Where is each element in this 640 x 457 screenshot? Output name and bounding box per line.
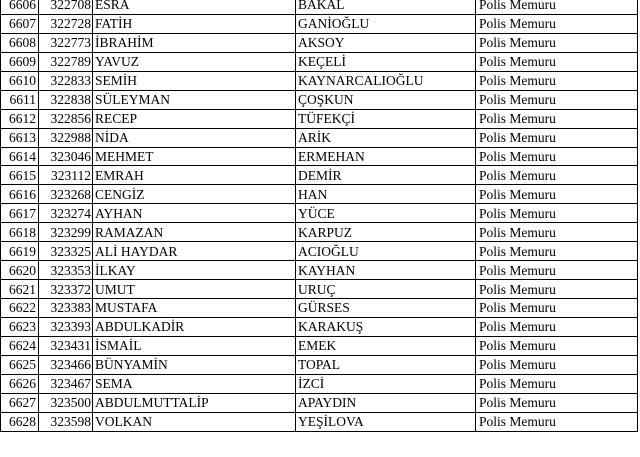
first-name-cell: MEHMET (93, 147, 296, 166)
table-row (1, 336, 638, 355)
registry-number-cell: 322789 (39, 52, 93, 71)
table-row (1, 280, 638, 299)
row-number-cell: 6625 (1, 355, 39, 374)
last-name-cell: YEŞİLOVA (296, 412, 476, 431)
row-number-cell: 6612 (1, 109, 39, 128)
last-name-cell: KARAKUŞ (296, 317, 476, 336)
table-row (1, 393, 638, 412)
last-name-cell: TOPAL (296, 355, 476, 374)
last-name-cell: ERMEHAN (296, 147, 476, 166)
first-name-cell: BÜNYAMİN (93, 355, 296, 374)
registry-number-cell: 322728 (39, 14, 93, 33)
table-row (1, 109, 638, 128)
table-row (1, 52, 638, 71)
last-name-cell: URUÇ (296, 280, 476, 299)
first-name-cell: İSMAİL (93, 336, 296, 355)
title-cell: Polis Memuru (476, 204, 638, 223)
table-row (1, 204, 638, 223)
row-number-cell: 6626 (1, 374, 39, 393)
registry-number-cell: 323393 (39, 317, 93, 336)
registry-number-cell: 323274 (39, 204, 93, 223)
table-row (1, 33, 638, 52)
first-name-cell: ABDULMUTTALİP (93, 393, 296, 412)
first-name-cell: SEMİH (93, 71, 296, 90)
first-name-cell: RAMAZAN (93, 223, 296, 242)
title-cell: Polis Memuru (476, 261, 638, 280)
last-name-cell: KARPUZ (296, 223, 476, 242)
first-name-cell: ALİ HAYDAR (93, 242, 296, 261)
row-number-cell: 6615 (1, 166, 39, 185)
table-row (1, 299, 638, 318)
last-name-cell: ARİK (296, 128, 476, 147)
last-name-cell: ACIOĞLU (296, 242, 476, 261)
title-cell: Polis Memuru (476, 185, 638, 204)
last-name-cell: YÜCE (296, 204, 476, 223)
table-row (1, 128, 638, 147)
first-name-cell: NİDA (93, 128, 296, 147)
title-cell: Polis Memuru (476, 355, 638, 374)
registry-number-cell: 323112 (39, 166, 93, 185)
row-number-cell: 6616 (1, 185, 39, 204)
registry-number-cell: 322838 (39, 90, 93, 109)
registry-number-cell: 322988 (39, 128, 93, 147)
last-name-cell: KAYHAN (296, 261, 476, 280)
title-cell: Polis Memuru (476, 147, 638, 166)
table-row (1, 374, 638, 393)
registry-number-cell: 323353 (39, 261, 93, 280)
table-row (1, 185, 638, 204)
title-cell: Polis Memuru (476, 0, 638, 14)
row-number-cell: 6622 (1, 299, 39, 318)
row-number-cell: 6623 (1, 317, 39, 336)
row-number-cell: 6613 (1, 128, 39, 147)
registry-number-cell: 323325 (39, 242, 93, 261)
title-cell: Polis Memuru (476, 128, 638, 147)
last-name-cell: TÜFEKÇİ (296, 109, 476, 128)
registry-number-cell: 323598 (39, 412, 93, 431)
first-name-cell: RECEP (93, 109, 296, 128)
row-number-cell: 6606 (1, 0, 39, 14)
registry-number-cell: 323466 (39, 355, 93, 374)
row-number-cell: 6624 (1, 336, 39, 355)
first-name-cell: UMUT (93, 280, 296, 299)
row-number-cell: 6621 (1, 280, 39, 299)
title-cell: Polis Memuru (476, 166, 638, 185)
table-row (1, 166, 638, 185)
first-name-cell: İLKAY (93, 261, 296, 280)
registry-number-cell: 322856 (39, 109, 93, 128)
title-cell: Polis Memuru (476, 14, 638, 33)
table-body (1, 0, 638, 431)
row-number-cell: 6611 (1, 90, 39, 109)
registry-number-cell: 323383 (39, 299, 93, 318)
last-name-cell: HAN (296, 185, 476, 204)
table-row (1, 71, 638, 90)
first-name-cell: AYHAN (93, 204, 296, 223)
registry-number-cell: 323299 (39, 223, 93, 242)
table-row (1, 147, 638, 166)
last-name-cell: APAYDIN (296, 393, 476, 412)
table-row (1, 14, 638, 33)
registry-number-cell: 323046 (39, 147, 93, 166)
title-cell: Polis Memuru (476, 223, 638, 242)
last-name-cell: BAKAL (296, 0, 476, 14)
table-row (1, 355, 638, 374)
last-name-cell: KAYNARCALIOĞLU (296, 71, 476, 90)
first-name-cell: FATİH (93, 14, 296, 33)
registry-number-cell: 322773 (39, 33, 93, 52)
first-name-cell: CENGİZ (93, 185, 296, 204)
registry-number-cell: 323372 (39, 280, 93, 299)
first-name-cell: SEMA (93, 374, 296, 393)
last-name-cell: DEMİR (296, 166, 476, 185)
first-name-cell: İBRAHİM (93, 33, 296, 52)
table-row (1, 90, 638, 109)
row-number-cell: 6609 (1, 52, 39, 71)
last-name-cell: AKSOY (296, 33, 476, 52)
registry-number-cell: 322708 (39, 0, 93, 14)
title-cell: Polis Memuru (476, 52, 638, 71)
title-cell: Polis Memuru (476, 33, 638, 52)
last-name-cell: GANİOĞLU (296, 14, 476, 33)
row-number-cell: 6608 (1, 33, 39, 52)
title-cell: Polis Memuru (476, 317, 638, 336)
last-name-cell: KEÇELİ (296, 52, 476, 71)
table-row (1, 242, 638, 261)
last-name-cell: ÇOŞKUN (296, 90, 476, 109)
first-name-cell: MUSTAFA (93, 299, 296, 318)
registry-number-cell: 323500 (39, 393, 93, 412)
registry-number-cell: 323268 (39, 185, 93, 204)
last-name-cell: İZCİ (296, 374, 476, 393)
table-row (1, 0, 638, 14)
title-cell: Polis Memuru (476, 280, 638, 299)
title-cell: Polis Memuru (476, 393, 638, 412)
registry-number-cell: 323431 (39, 336, 93, 355)
row-number-cell: 6627 (1, 393, 39, 412)
title-cell: Polis Memuru (476, 299, 638, 318)
first-name-cell: ESRA (93, 0, 296, 14)
title-cell: Polis Memuru (476, 412, 638, 431)
title-cell: Polis Memuru (476, 336, 638, 355)
first-name-cell: VOLKAN (93, 412, 296, 431)
row-number-cell: 6614 (1, 147, 39, 166)
row-number-cell: 6618 (1, 223, 39, 242)
title-cell: Polis Memuru (476, 109, 638, 128)
row-number-cell: 6620 (1, 261, 39, 280)
row-number-cell: 6610 (1, 71, 39, 90)
row-number-cell: 6619 (1, 242, 39, 261)
first-name-cell: SÜLEYMAN (93, 90, 296, 109)
title-cell: Polis Memuru (476, 374, 638, 393)
row-number-cell: 6617 (1, 204, 39, 223)
first-name-cell: ABDULKADİR (93, 317, 296, 336)
table-row (1, 412, 638, 431)
row-number-cell: 6607 (1, 14, 39, 33)
row-number-cell: 6628 (1, 412, 39, 431)
last-name-cell: EMEK (296, 336, 476, 355)
title-cell: Polis Memuru (476, 90, 638, 109)
table-row (1, 261, 638, 280)
title-cell: Polis Memuru (476, 242, 638, 261)
title-cell: Polis Memuru (476, 71, 638, 90)
registry-number-cell: 322833 (39, 71, 93, 90)
table-row (1, 317, 638, 336)
first-name-cell: EMRAH (93, 166, 296, 185)
table-row (1, 223, 638, 242)
last-name-cell: GÜRSES (296, 299, 476, 318)
first-name-cell: YAVUZ (93, 52, 296, 71)
registry-number-cell: 323467 (39, 374, 93, 393)
